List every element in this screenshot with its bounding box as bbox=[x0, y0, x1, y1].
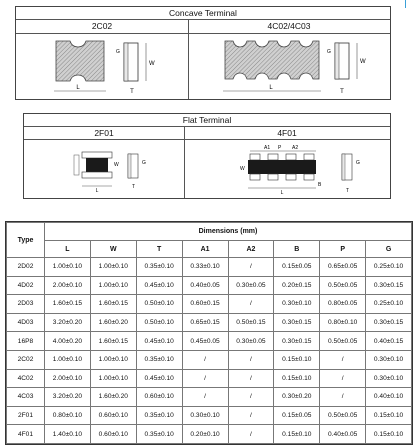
dimension-cell: 2.00±0.10 bbox=[45, 369, 91, 388]
type-cell: 4C03 bbox=[7, 388, 45, 407]
dimension-cell: / bbox=[182, 388, 228, 407]
dimension-cell: 0.65±0.15 bbox=[182, 313, 228, 332]
dimension-cell: / bbox=[228, 295, 274, 314]
dimension-cell: 1.00±0.10 bbox=[45, 258, 91, 277]
type-header: Type bbox=[7, 223, 45, 258]
dimension-cell: 0.35±0.10 bbox=[136, 350, 182, 369]
dimension-cell: / bbox=[182, 350, 228, 369]
column-header: A2 bbox=[228, 241, 274, 258]
dimension-cell: 0.80±0.05 bbox=[320, 295, 366, 314]
dimension-cell: / bbox=[228, 388, 274, 407]
flat-terminal-title: Flat Terminal bbox=[182, 115, 232, 125]
type-cell: 2D03 bbox=[7, 295, 45, 314]
column-header: A1 bbox=[182, 241, 228, 258]
dimension-cell: 2.00±0.10 bbox=[45, 276, 91, 295]
dimension-cell: 1.60±0.15 bbox=[90, 295, 136, 314]
dimension-cell: 0.15±0.10 bbox=[366, 406, 412, 425]
svg-text:T: T bbox=[340, 89, 344, 95]
dimension-cell: 0.50±0.05 bbox=[320, 406, 366, 425]
dimension-cell: 0.80±0.10 bbox=[320, 313, 366, 332]
type-cell: 4C02 bbox=[7, 369, 45, 388]
dimension-cell: / bbox=[320, 350, 366, 369]
concave-terminal-title: Concave Terminal bbox=[169, 8, 237, 18]
dimension-cell: 0.60±0.10 bbox=[90, 406, 136, 425]
svg-text:W: W bbox=[114, 162, 119, 168]
dimension-cell: 1.00±0.10 bbox=[90, 369, 136, 388]
svg-text:W: W bbox=[149, 61, 155, 67]
table-row bbox=[7, 276, 412, 295]
dimension-cell: 0.35±0.10 bbox=[136, 406, 182, 425]
dimension-cell: 0.50±0.05 bbox=[320, 332, 366, 351]
dimension-cell: 4.00±0.20 bbox=[45, 332, 91, 351]
dimension-cell: 0.35±0.10 bbox=[136, 258, 182, 277]
table-row bbox=[7, 350, 412, 369]
concave-2c02-diagram bbox=[52, 35, 182, 97]
svg-text:G: G bbox=[327, 49, 331, 55]
dimension-cell: 3.20±0.20 bbox=[45, 313, 91, 332]
dimension-cell: 0.60±0.10 bbox=[136, 388, 182, 407]
svg-text:W: W bbox=[240, 166, 245, 172]
table-row bbox=[7, 406, 412, 425]
table-row bbox=[7, 369, 412, 388]
table-row bbox=[7, 332, 412, 351]
dimension-cell: / bbox=[228, 425, 274, 444]
svg-text:T: T bbox=[346, 188, 350, 194]
column-header: G bbox=[366, 241, 412, 258]
type-cell: 4D03 bbox=[7, 313, 45, 332]
dimension-cell: 0.40±0.10 bbox=[366, 388, 412, 407]
dimension-cell: 0.15±0.10 bbox=[366, 425, 412, 444]
svg-text:T: T bbox=[132, 184, 136, 190]
dimension-cell: 0.50±0.15 bbox=[228, 313, 274, 332]
dimension-cell: / bbox=[320, 369, 366, 388]
dimension-cell: 1.00±0.10 bbox=[90, 276, 136, 295]
dimension-cell: / bbox=[320, 388, 366, 407]
dimension-cell: 0.45±0.10 bbox=[136, 332, 182, 351]
dimension-cell: 0.15±0.05 bbox=[274, 406, 320, 425]
dimension-cell: 0.15±0.05 bbox=[274, 258, 320, 277]
dimension-cell: 0.30±0.10 bbox=[274, 295, 320, 314]
svg-text:L: L bbox=[269, 85, 273, 91]
table-row bbox=[7, 258, 412, 277]
flat-right-model: 4F01 bbox=[277, 128, 297, 138]
dimension-cell: 0.80±0.10 bbox=[45, 406, 91, 425]
dimension-cell: / bbox=[228, 350, 274, 369]
dimension-cell: / bbox=[228, 369, 274, 388]
dimension-cell: 0.30±0.15 bbox=[274, 313, 320, 332]
dimension-cell: 0.50±0.10 bbox=[136, 313, 182, 332]
dimension-cell: 0.45±0.10 bbox=[136, 276, 182, 295]
svg-text:P: P bbox=[278, 145, 282, 151]
dimension-cell: 0.30±0.10 bbox=[366, 369, 412, 388]
svg-text:G: G bbox=[116, 49, 120, 55]
concave-left-model: 2C02 bbox=[91, 21, 113, 31]
dimension-cell: 1.60±0.15 bbox=[90, 332, 136, 351]
dimension-cell: 0.15±0.10 bbox=[274, 350, 320, 369]
svg-text:T: T bbox=[130, 89, 134, 95]
table-row bbox=[7, 388, 412, 407]
dimension-cell: 0.45±0.05 bbox=[182, 332, 228, 351]
dimension-cell: 0.25±0.10 bbox=[366, 258, 412, 277]
type-cell: 4F01 bbox=[7, 425, 45, 444]
svg-text:L: L bbox=[76, 85, 80, 91]
column-header: B bbox=[274, 241, 320, 258]
dimension-cell: 0.20±0.10 bbox=[182, 425, 228, 444]
column-header: P bbox=[320, 241, 366, 258]
scroll-indicator bbox=[405, 0, 406, 8]
type-cell: 2F01 bbox=[7, 406, 45, 425]
svg-text:G: G bbox=[142, 160, 146, 166]
dimension-cell: 0.40±0.05 bbox=[182, 276, 228, 295]
dimension-cell: 0.65±0.05 bbox=[320, 258, 366, 277]
dimension-cell: 0.30±0.15 bbox=[366, 276, 412, 295]
dimension-cell: 0.30±0.10 bbox=[366, 350, 412, 369]
dimension-cell: 0.60±0.15 bbox=[182, 295, 228, 314]
dimension-cell: 0.30±0.20 bbox=[274, 388, 320, 407]
dimension-cell: 0.50±0.10 bbox=[136, 295, 182, 314]
svg-text:B: B bbox=[318, 182, 322, 188]
svg-text:A2: A2 bbox=[292, 145, 299, 151]
dimension-cell: 1.60±0.20 bbox=[90, 313, 136, 332]
flat-2f01-diagram bbox=[70, 144, 180, 194]
dimension-cell: 0.40±0.05 bbox=[320, 425, 366, 444]
dimensions-table bbox=[5, 221, 413, 445]
dimension-cell: 1.00±0.10 bbox=[90, 350, 136, 369]
dimension-cell: 1.60±0.15 bbox=[45, 295, 91, 314]
svg-text:A1: A1 bbox=[264, 145, 271, 151]
dimension-cell: 3.20±0.20 bbox=[45, 388, 91, 407]
dimension-cell: 0.30±0.15 bbox=[274, 332, 320, 351]
dimension-cell: 0.50±0.05 bbox=[320, 276, 366, 295]
dimension-cell: 1.40±0.10 bbox=[45, 425, 91, 444]
flat-terminal-panel bbox=[23, 113, 391, 199]
type-cell: 2D02 bbox=[7, 258, 45, 277]
dimension-cell: 1.60±0.20 bbox=[90, 388, 136, 407]
dimensions-header: Dimensions (mm) bbox=[45, 223, 412, 241]
concave-right-model: 4C02/4C03 bbox=[267, 21, 311, 31]
dimension-cell: / bbox=[228, 258, 274, 277]
dimension-cell: 0.35±0.10 bbox=[136, 425, 182, 444]
dimension-cell: 1.00±0.10 bbox=[90, 258, 136, 277]
dimension-cell: 0.15±0.10 bbox=[274, 369, 320, 388]
type-cell: 4D02 bbox=[7, 276, 45, 295]
type-cell: 16P8 bbox=[7, 332, 45, 351]
flat-4f01-diagram bbox=[238, 142, 388, 196]
dimension-cell: 0.30±0.05 bbox=[228, 332, 274, 351]
table-row bbox=[7, 295, 412, 314]
svg-text:W: W bbox=[360, 59, 366, 65]
dimension-cell: 0.30±0.10 bbox=[182, 406, 228, 425]
dimension-cell: 1.00±0.10 bbox=[45, 350, 91, 369]
dimension-cell: 0.40±0.15 bbox=[366, 332, 412, 351]
dimension-cell: 0.15±0.10 bbox=[274, 425, 320, 444]
flat-left-model: 2F01 bbox=[94, 128, 114, 138]
type-cell: 2C02 bbox=[7, 350, 45, 369]
column-header: W bbox=[90, 241, 136, 258]
column-header: T bbox=[136, 241, 182, 258]
svg-text:G: G bbox=[356, 160, 360, 166]
dimension-cell: 0.20±0.15 bbox=[274, 276, 320, 295]
dimension-cell: 0.60±0.10 bbox=[90, 425, 136, 444]
svg-text:L: L bbox=[280, 190, 284, 196]
dimension-cell: 0.45±0.10 bbox=[136, 369, 182, 388]
table-row bbox=[7, 425, 412, 444]
dimension-cell: 0.25±0.10 bbox=[366, 295, 412, 314]
dimension-cell: / bbox=[182, 369, 228, 388]
dimension-cell: 0.30±0.15 bbox=[366, 313, 412, 332]
dimension-cell: 0.33±0.10 bbox=[182, 258, 228, 277]
concave-4c02-diagram bbox=[221, 35, 389, 97]
dimension-cell: 0.30±0.05 bbox=[228, 276, 274, 295]
svg-text:L: L bbox=[95, 188, 99, 194]
column-header: L bbox=[45, 241, 91, 258]
concave-terminal-panel bbox=[15, 6, 391, 100]
table-row bbox=[7, 313, 412, 332]
dimension-cell: / bbox=[228, 406, 274, 425]
